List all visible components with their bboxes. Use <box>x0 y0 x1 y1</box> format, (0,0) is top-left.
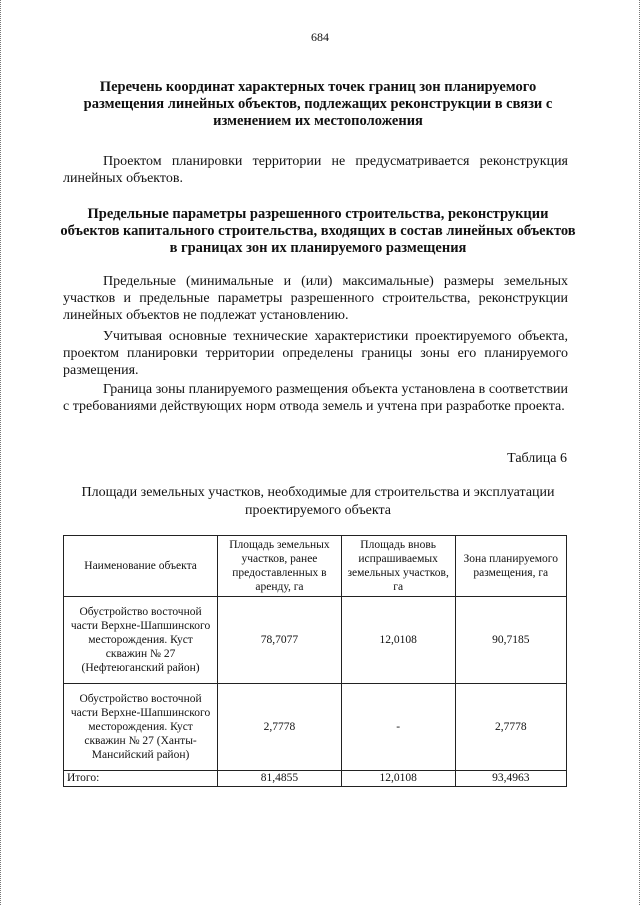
total-new-area: 12,0108 <box>341 771 455 787</box>
paragraph-reconstruction: Проектом планировки территории не предусматривается реконструкция линейных объектов. <box>63 154 568 186</box>
page-number: 684 <box>311 30 329 44</box>
scan-right-edge <box>636 0 640 905</box>
heading-coordinates: Перечень координат характерных точек границ зон планируемого размещения линейных объектов, подлежащих реконструкции в связи с изменением их местоположения <box>83 79 553 129</box>
cell-zone-area: 90,7185 <box>455 597 566 684</box>
table-total-row <box>64 771 567 787</box>
table-label: Таблица 6 <box>507 451 567 466</box>
cell-zone-area: 2,7778 <box>455 684 566 771</box>
paragraph-boundary: Граница зоны планируемого размещения объекта установлена в соответствии с требованиями действующих норм отвода земель и учтена при разработке проекта. <box>63 382 568 414</box>
total-label: Итого: <box>64 771 218 787</box>
paragraph-characteristics: Учитывая основные технические характеристики проектируемого объекта, проектом планировки территории определены границы зоны его планируемого размещения. <box>63 329 568 378</box>
total-leased-area: 81,4855 <box>218 771 342 787</box>
header-zone-area: Зона планируемого размещения, га <box>455 536 566 597</box>
table-row <box>64 597 567 684</box>
heading-parameters: Предельные параметры разрешенного строительства, реконструкции объектов капитального строительства, входящих в состав линейных объектов в границах зон их планируемого размещения <box>60 206 576 256</box>
table-caption: Площади земельных участков, необходимые для строительства и эксплуатации проектируемого объекта <box>81 485 555 518</box>
header-object-name: Наименование объекта <box>64 536 218 597</box>
table-header-row <box>64 536 567 597</box>
cell-leased-area: 78,7077 <box>218 597 342 684</box>
cell-object-name: Обустройство восточной части Верхне-Шапшинского месторождения. Куст скважин № 27 (Нефтеюганский район) <box>64 597 218 684</box>
header-new-area: Площадь вновь испрашиваемых земельных участков, га <box>341 536 455 597</box>
total-zone-area: 93,4963 <box>455 771 566 787</box>
cell-new-area: - <box>341 684 455 771</box>
header-leased-area: Площадь земельных участков, ранее предоставленных в аренду, га <box>218 536 342 597</box>
cell-new-area: 12,0108 <box>341 597 455 684</box>
paragraph-limits: Предельные (минимальные и (или) максимальные) размеры земельных участков и предельные параметры разрешенного строительства, реконструкции линейных объектов не подлежат установлению. <box>63 274 568 323</box>
land-area-table <box>63 535 567 787</box>
cell-leased-area: 2,7778 <box>218 684 342 771</box>
scan-left-edge <box>0 0 4 905</box>
table-row <box>64 684 567 771</box>
cell-object-name: Обустройство восточной части Верхне-Шапшинского месторождения. Куст скважин № 27 (Ханты-Мансийский район) <box>64 684 218 771</box>
